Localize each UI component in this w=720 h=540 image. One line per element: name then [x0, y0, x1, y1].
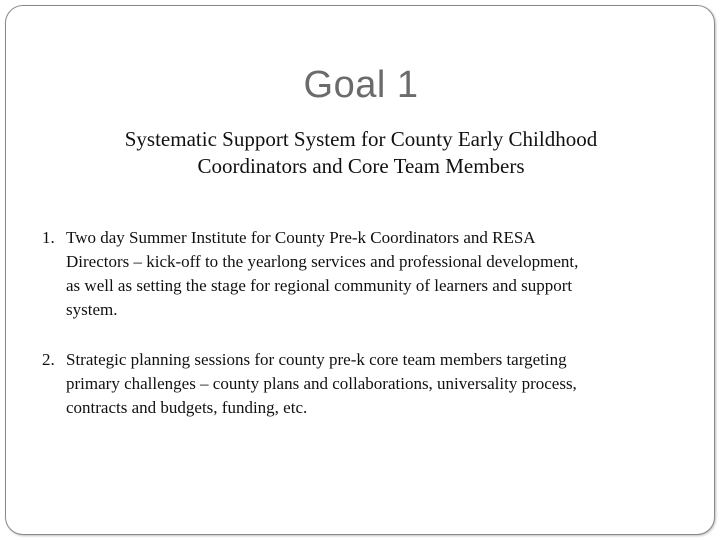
list-item	[42, 226, 692, 322]
list-item-line: contracts and budgets, funding, etc.	[66, 398, 308, 417]
list-item-line: Two day Summer Institute for County Pre-k Coordinators and RESA	[66, 228, 536, 247]
slide	[5, 5, 715, 535]
list-item-number: 1.	[42, 228, 55, 247]
list-item	[42, 348, 692, 420]
list-item-line: as well as setting the stage for regional community of learners and support	[66, 276, 573, 295]
slide-subtitle	[56, 126, 666, 180]
subtitle-line: Systematic Support System for County Early Childhood	[124, 127, 598, 151]
subtitle-line: Coordinators and Core Team Members	[197, 154, 525, 178]
slide-title: Goal 1	[303, 64, 419, 106]
list-item-line: primary challenges – county plans and collaborations, universality process,	[66, 374, 577, 393]
list-item-line: system.	[66, 300, 118, 319]
list-item-line: Strategic planning sessions for county pre-k core team members targeting	[66, 350, 567, 369]
list-item-number: 2.	[42, 350, 55, 369]
goal-list	[42, 226, 692, 420]
list-item-line: Directors – kick-off to the yearlong services and professional development,	[66, 252, 579, 271]
